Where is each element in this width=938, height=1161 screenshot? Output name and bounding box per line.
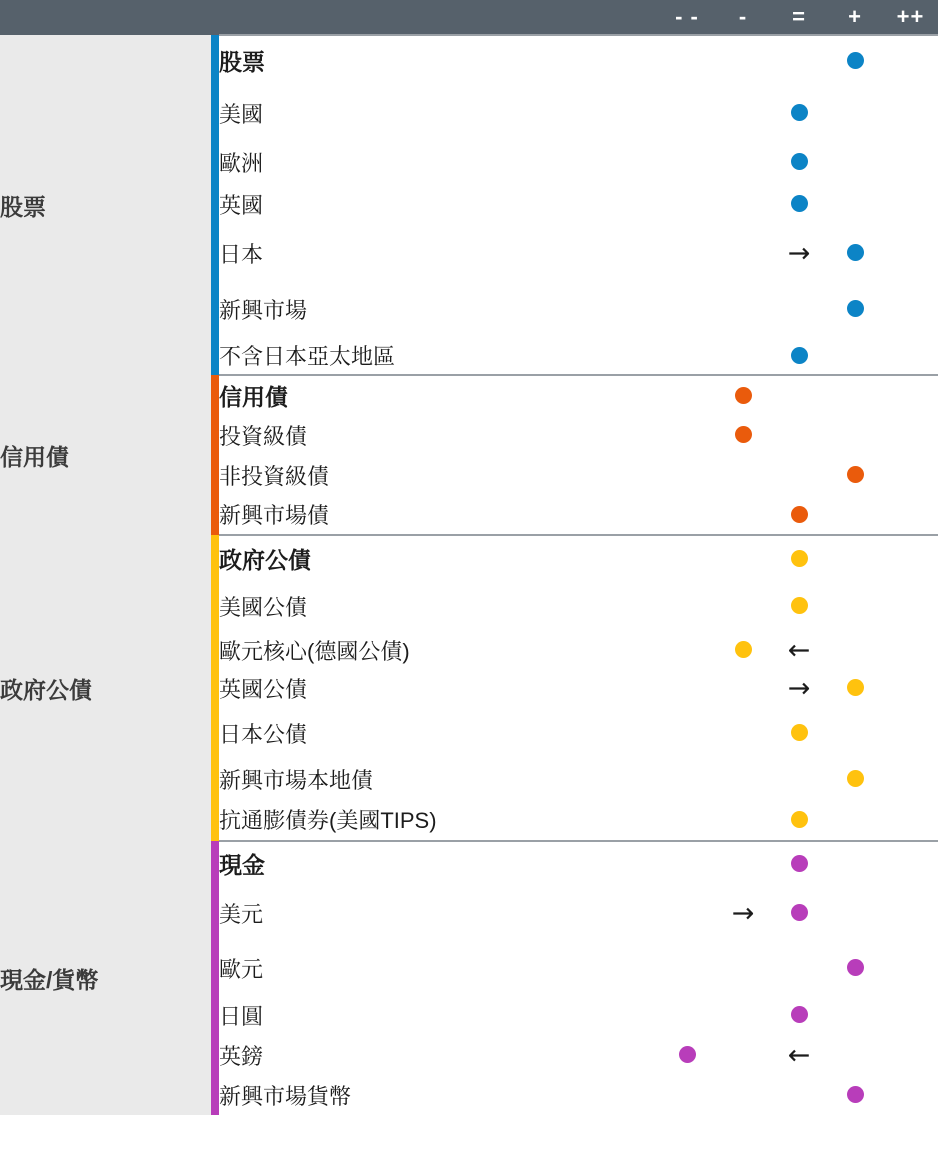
matrix-cell — [771, 885, 827, 941]
matrix-cell — [715, 225, 771, 281]
matrix-cell — [827, 455, 883, 495]
rating-dot — [735, 387, 752, 404]
row-label-sub: 美國公債 — [219, 594, 308, 620]
matrix-cell — [771, 183, 827, 225]
matrix-cell — [659, 799, 715, 841]
rating-dot — [847, 770, 864, 787]
row-label-main: 信用債 — [219, 375, 659, 415]
row-label-sub: 非投資級債 — [219, 463, 330, 489]
matrix-cell — [827, 581, 883, 631]
matrix-cell — [659, 1075, 715, 1115]
matrix-cell — [771, 1035, 827, 1075]
matrix-cell — [659, 495, 715, 535]
row-label-sub: 英鎊 — [219, 1043, 264, 1069]
matrix-cell — [827, 885, 883, 941]
change-arrow-icon: → — [731, 897, 755, 929]
matrix-cell — [659, 225, 715, 281]
matrix-cell — [883, 669, 938, 707]
row-label-sub: 英國 — [219, 192, 264, 218]
matrix-cell — [659, 1035, 715, 1075]
rating-dot — [735, 426, 752, 443]
column-header-4: + — [827, 0, 883, 35]
column-header-3: = — [771, 0, 827, 35]
matrix-cell — [883, 281, 938, 337]
row-label-main: 政府公債 — [219, 535, 659, 581]
matrix-cell — [883, 337, 938, 375]
row-label-sub: 不含日本亞太地區 — [219, 344, 396, 369]
matrix-cell — [883, 535, 938, 581]
rating-dot — [791, 195, 808, 212]
matrix-cell — [827, 495, 883, 535]
group-color-bar-3 — [211, 535, 219, 841]
matrix-cell — [715, 631, 771, 669]
matrix-cell — [659, 631, 715, 669]
group-label-3: 政府公債 — [0, 535, 211, 841]
change-arrow-icon: → — [787, 672, 811, 704]
column-header-1: - - — [659, 0, 715, 35]
matrix-cell — [827, 1075, 883, 1115]
column-header-5: ++ — [883, 0, 938, 35]
matrix-cell — [827, 535, 883, 581]
rating-dot — [791, 550, 808, 567]
matrix-cell — [883, 455, 938, 495]
matrix-cell — [827, 707, 883, 759]
matrix-cell — [883, 841, 938, 885]
matrix-cell — [883, 995, 938, 1035]
matrix-row — [0, 375, 938, 415]
matrix-cell — [771, 995, 827, 1035]
matrix-cell — [771, 337, 827, 375]
row-label-sub: 美國 — [219, 101, 264, 127]
matrix-cell — [827, 941, 883, 995]
matrix-cell — [659, 281, 715, 337]
matrix-cell — [715, 35, 771, 85]
header-corner — [0, 0, 659, 35]
row-label-sub: 歐洲 — [219, 150, 264, 176]
matrix-cell — [827, 669, 883, 707]
matrix-cell — [771, 281, 827, 337]
row-label-sub: 歐元核心(德國公債) — [219, 638, 410, 664]
matrix-cell — [883, 885, 938, 941]
matrix-cell — [771, 455, 827, 495]
matrix-cell — [827, 337, 883, 375]
row-label-sub: 新興市場債 — [219, 503, 330, 528]
matrix-cell — [659, 885, 715, 941]
matrix-cell — [883, 759, 938, 799]
matrix-cell — [771, 631, 827, 669]
row-label-main: 現金 — [219, 841, 659, 885]
matrix-cell — [827, 183, 883, 225]
matrix-cell — [883, 225, 938, 281]
matrix-cell — [827, 375, 883, 415]
matrix-cell — [715, 1035, 771, 1075]
change-arrow-icon: → — [787, 237, 811, 269]
matrix-cell — [883, 631, 938, 669]
rating-dot — [735, 641, 752, 658]
row-label-sub: 美元 — [219, 901, 264, 927]
change-arrow-icon: ← — [787, 1039, 811, 1071]
matrix-cell — [659, 375, 715, 415]
matrix-cell — [715, 669, 771, 707]
matrix-cell — [771, 495, 827, 535]
rating-dot — [791, 153, 808, 170]
row-label-sub: 新興市場 — [219, 297, 308, 323]
matrix-cell — [827, 225, 883, 281]
matrix-cell — [883, 183, 938, 225]
matrix-cell — [715, 707, 771, 759]
matrix-header-row — [0, 0, 938, 35]
matrix-cell — [659, 995, 715, 1035]
row-label-sub: 新興市場本地債 — [219, 767, 374, 793]
matrix-cell — [715, 455, 771, 495]
matrix-cell — [659, 707, 715, 759]
matrix-cell — [827, 1035, 883, 1075]
row-label-sub: 新興市場貨幣 — [219, 1083, 352, 1109]
matrix-cell — [827, 799, 883, 841]
rating-dot — [791, 904, 808, 921]
matrix-cell — [715, 581, 771, 631]
rating-dot — [791, 347, 808, 364]
matrix-cell — [883, 415, 938, 455]
matrix-cell — [659, 941, 715, 995]
matrix-cell — [771, 759, 827, 799]
group-color-bar-1 — [211, 35, 219, 375]
matrix-cell — [659, 669, 715, 707]
matrix-cell — [659, 337, 715, 375]
group-color-bar-4 — [211, 841, 219, 1115]
matrix-cell — [883, 1035, 938, 1075]
matrix-cell — [715, 1075, 771, 1115]
rating-dot — [847, 300, 864, 317]
matrix-cell — [659, 183, 715, 225]
matrix-cell — [883, 707, 938, 759]
matrix-cell — [715, 85, 771, 141]
matrix-cell — [715, 799, 771, 841]
matrix-cell — [827, 415, 883, 455]
rating-dot — [847, 1086, 864, 1103]
matrix-cell — [771, 669, 827, 707]
matrix-cell — [715, 375, 771, 415]
change-arrow-icon: ← — [787, 634, 811, 666]
rating-dot — [847, 959, 864, 976]
rating-dot — [847, 466, 864, 483]
matrix-cell — [715, 281, 771, 337]
matrix-cell — [771, 35, 827, 85]
column-header-2: - — [715, 0, 771, 35]
rating-dot — [847, 244, 864, 261]
matrix-cell — [771, 225, 827, 281]
matrix-cell — [771, 841, 827, 885]
rating-dot — [791, 855, 808, 872]
matrix-row — [0, 535, 938, 581]
matrix-cell — [827, 35, 883, 85]
matrix-cell — [883, 85, 938, 141]
matrix-cell — [715, 535, 771, 581]
matrix-cell — [771, 941, 827, 995]
row-label-sub: 歐元 — [219, 956, 264, 982]
matrix-cell — [659, 535, 715, 581]
matrix-cell — [715, 995, 771, 1035]
matrix-cell — [771, 535, 827, 581]
matrix-cell — [883, 1075, 938, 1115]
matrix-cell — [659, 35, 715, 85]
matrix-cell — [659, 141, 715, 183]
rating-dot — [791, 104, 808, 121]
rating-dot — [791, 506, 808, 523]
rating-dot — [679, 1046, 696, 1063]
matrix-cell — [827, 995, 883, 1035]
matrix-cell — [715, 841, 771, 885]
matrix-cell — [715, 337, 771, 375]
matrix-cell — [659, 581, 715, 631]
rating-dot — [791, 724, 808, 741]
matrix-cell — [827, 141, 883, 183]
matrix-cell — [659, 455, 715, 495]
row-label-sub: 日圓 — [219, 1003, 264, 1029]
matrix-cell — [771, 415, 827, 455]
matrix-cell — [771, 85, 827, 141]
matrix-cell — [883, 35, 938, 85]
row-label-sub: 抗通膨債券(美國TIPS) — [219, 808, 437, 833]
group-label-2: 信用債 — [0, 375, 211, 535]
row-label-sub: 日本 — [219, 241, 264, 267]
row-label-main: 股票 — [219, 35, 659, 85]
matrix-cell — [715, 885, 771, 941]
matrix-cell — [715, 183, 771, 225]
matrix-cell — [883, 581, 938, 631]
matrix-cell — [827, 281, 883, 337]
matrix-cell — [883, 375, 938, 415]
matrix-cell — [715, 141, 771, 183]
rating-dot — [791, 597, 808, 614]
group-color-bar-2 — [211, 375, 219, 535]
matrix-cell — [659, 85, 715, 141]
group-label-1: 股票 — [0, 35, 211, 375]
matrix-cell — [883, 141, 938, 183]
matrix-cell — [659, 759, 715, 799]
matrix-cell — [715, 941, 771, 995]
matrix-cell — [827, 759, 883, 799]
matrix-cell — [771, 707, 827, 759]
rating-dot — [847, 679, 864, 696]
matrix-cell — [883, 799, 938, 841]
matrix-row — [0, 35, 938, 85]
matrix-cell — [771, 375, 827, 415]
rating-dot — [791, 1006, 808, 1023]
matrix-cell — [715, 759, 771, 799]
matrix-cell — [883, 495, 938, 535]
matrix-cell — [715, 495, 771, 535]
matrix-row — [0, 841, 938, 885]
rating-dot — [791, 811, 808, 828]
matrix-cell — [659, 841, 715, 885]
matrix-cell — [659, 415, 715, 455]
matrix-cell — [771, 799, 827, 841]
matrix-cell — [715, 415, 771, 455]
matrix-cell — [827, 841, 883, 885]
matrix-cell — [827, 631, 883, 669]
matrix-cell — [883, 941, 938, 995]
row-label-sub: 英國公債 — [219, 676, 308, 702]
row-label-sub: 日本公債 — [219, 721, 308, 747]
matrix-cell — [771, 141, 827, 183]
group-label-4: 現金/貨幣 — [0, 841, 211, 1115]
matrix-cell — [771, 1075, 827, 1115]
rating-dot — [847, 52, 864, 69]
matrix-cell — [827, 85, 883, 141]
row-label-sub: 投資級債 — [219, 423, 308, 449]
matrix-cell — [771, 581, 827, 631]
